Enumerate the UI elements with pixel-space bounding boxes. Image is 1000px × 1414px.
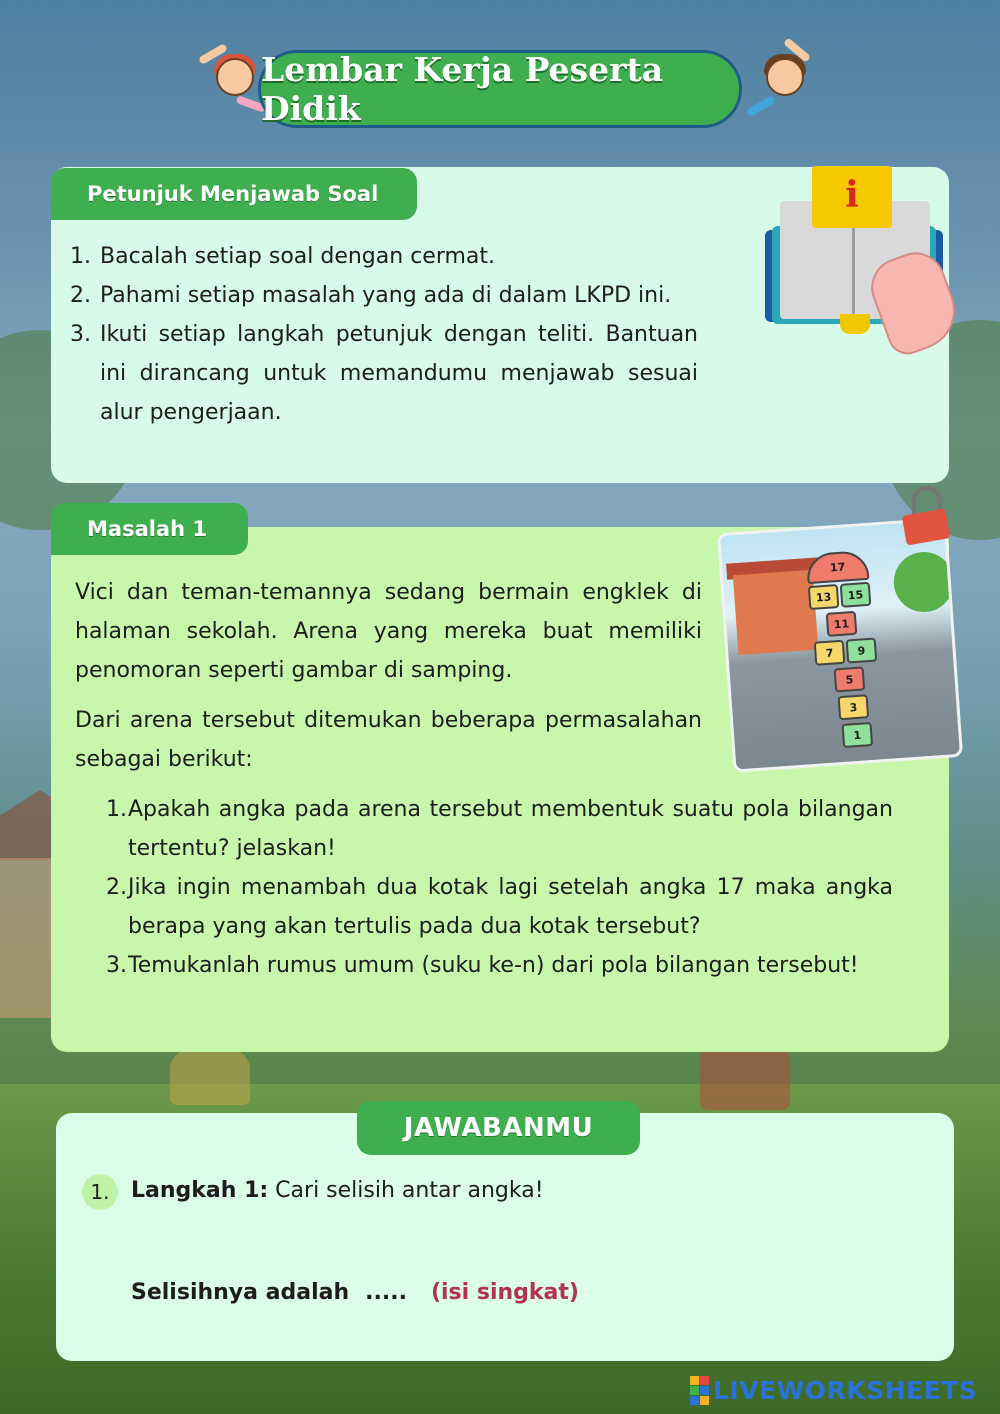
list-item: 3. Ikuti setiap langkah petunjuk dengan teliti. Bantuan ini dirancang untuk memandumu menjawab sesuai alur pengerjaan. [70, 322, 698, 425]
watermark-text: LIVEWORKSHEETS [713, 1375, 978, 1405]
hopscotch-cell: 15 [840, 582, 872, 608]
hopscotch-cell: 9 [846, 638, 878, 664]
liveworksheets-watermark [690, 1373, 977, 1407]
instructions-tab: Petunjuk Menjawab Soal [51, 168, 417, 220]
answer-blank-field[interactable]: ..... [365, 1280, 407, 1305]
hopscotch-cell: 11 [826, 611, 858, 637]
header [200, 40, 820, 140]
boy-character-icon [752, 42, 814, 112]
question-list [106, 790, 893, 985]
result-label: Selisihnya adalah [131, 1280, 350, 1305]
liveworksheets-logo-icon [690, 1376, 709, 1405]
answer-number-badge: 1. [82, 1174, 118, 1210]
list-item: 3. Temukanlah rumus umum (suku ke-n) dari pola bilangan tersebut! [106, 953, 859, 978]
info-bubble-icon: i [812, 166, 892, 228]
step-text: Cari selisih antar angka! [268, 1178, 544, 1203]
instructions-list [70, 237, 698, 432]
hopscotch-cell: 1 [842, 722, 874, 748]
problem-tab: Masalah 1 [51, 503, 248, 555]
hopscotch-cell: 13 [808, 584, 840, 610]
binder-clip-icon [904, 486, 950, 548]
answer-row [131, 1280, 579, 1305]
step-label: Langkah 1: [131, 1178, 269, 1203]
answer-hint: (isi singkat) [430, 1280, 579, 1305]
hopscotch-photo [717, 517, 963, 772]
girl-character-icon [202, 42, 264, 112]
page-title: Lembar Kerja Peserta Didik [258, 50, 742, 128]
hopscotch-cell: 5 [834, 666, 866, 692]
list-item: 1. Apakah angka pada arena tersebut membentuk suatu pola bilangan tertentu? jelaskan! [106, 797, 893, 861]
list-item: 1. Bacalah setiap soal dengan cermat. [70, 244, 496, 269]
hopscotch-cell: 17 [806, 550, 870, 584]
book-info-icon [762, 166, 954, 356]
background-child-figure [170, 1045, 250, 1105]
list-item: 2. Pahami setiap masalah yang ada di dalam LKPD ini. [70, 283, 672, 308]
problem-paragraph: Dari arena tersebut ditemukan beberapa permasalahan sebagai berikut: [75, 708, 702, 772]
step-instruction [131, 1178, 544, 1203]
list-item: 2. Jika ingin menambah dua kotak lagi setelah angka 17 maka angka berapa yang akan tertulis pada dua kotak tersebut? [106, 875, 893, 939]
hopscotch-cell: 7 [814, 640, 846, 666]
problem-paragraph: Vici dan teman-temannya sedang bermain engklek di halaman sekolah. Arena yang mereka buat memiliki penomoran seperti gambar di samping. [75, 580, 702, 683]
hopscotch-cell: 3 [838, 694, 870, 720]
answer-tab: JAWABANMU [357, 1101, 640, 1155]
